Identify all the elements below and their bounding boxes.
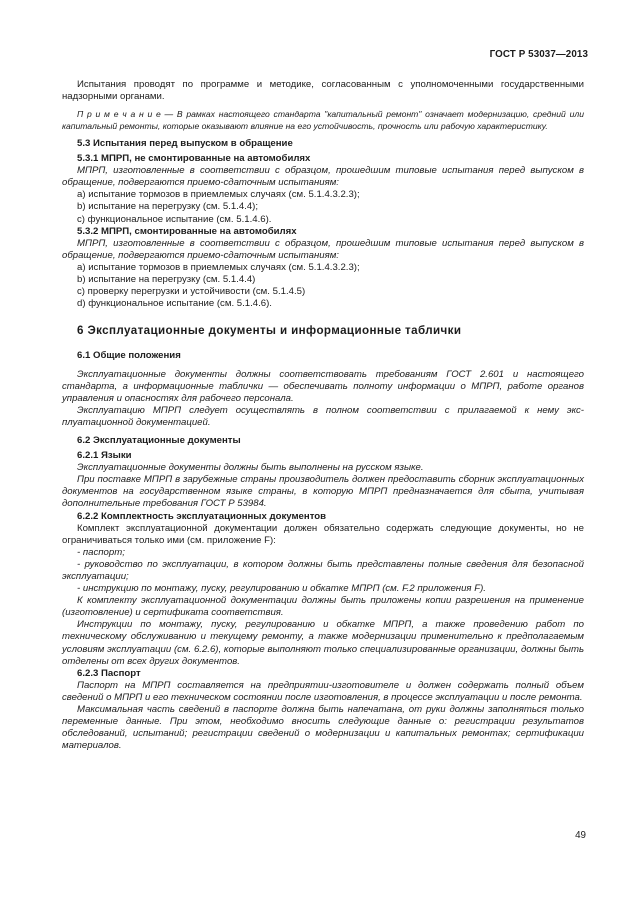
list-item: с) проверку перегрузки и устойчивости (см. 5.1.4.5) [77, 286, 306, 298]
paragraph-6-2-2-1: Комплект эксплуатационной документации должен обязательно содержать следующие документы, но не ограничиваться только ими (см. приложение F): [62, 522, 584, 546]
list-item: с) функциональное испытание (см. 5.1.4.6). [77, 213, 272, 225]
heading-5-3-1: 5.3.1 МПРП, не смонтированные на автомобилях [77, 153, 311, 165]
list-item: а) испытание тормозов в приемлемых случаях (см. 5.1.4.3.2.3); [77, 261, 360, 273]
list-item: - паспорт; [77, 546, 125, 558]
paragraph-5-3-2: МПРП, изготовленные в соответствии с образцом, прошедшим типовые испытания перед выпуском в обращение, подвергаются приемо-сдаточным испытаниям: [62, 237, 584, 261]
page-body [62, 79, 584, 752]
paragraph-6-1-2: Эксплуатацию МПРП следует осуществлять в полном соответствии с прилагаемой к нему эксплуатационной документацией. [62, 404, 584, 428]
list-item: а) испытание тормозов в приемлемых случаях (см. 5.1.4.3.2.3); [77, 189, 360, 201]
paragraph-tests: Испытания проводят по программе и методике, согласованным с уполномоченными государственными надзорными органами. [62, 79, 584, 103]
paragraph-6-2-2-3: Инструкции по монтажу, пуску, регулированию и обкатке МПРП, а также проведению работ по техническому обслуживанию и текущему ремонту, а также модернизации применительно к предполагаемым условиям эксплуатации (см. 6.2.6), которые выполняют только специализированные организации, должны быть отделены от всех других документов. [62, 619, 584, 667]
list-item: b) испытание на перегрузку (см. 5.1.4.4) [77, 274, 256, 286]
paragraph-6-2-1-2: При поставке МПРП в зарубежные страны производитель должен предоставить сборник эксплуатационных документов на государственном языке страны, в которую МПРП предназначается для сбыта, учитывая дополнительные требования ГОСТ Р 53984. [62, 474, 584, 510]
standard-code-header: ГОСТ Р 53037—2013 [489, 49, 588, 60]
heading-5-3-2: 5.3.2 МПРП, смонтированные на автомобилях [77, 225, 297, 237]
paragraph-6-1-1: Эксплуатационные документы должны соответствовать требованиям ГОСТ 2.601 и настоящего стандарта, а информационные таблички — обеспечивать полноту информации о МПРП, работе органов управления и опасностях для рабочего персонала. [62, 368, 584, 404]
paragraph-6-2-3-1: Паспорт на МПРП составляется на предприятии-изготовителе и должен содержать полный объем сведений о МПРП и его техническом состоянии после изготовления, в процессе эксплуатации и после ремонта. [62, 679, 584, 703]
paragraph-6-2-3-2: Максимальная часть сведений в паспорте должна быть напечатана, от руки должны заполняться только переменные данные. При этом, необходимо вносить следующие данные о: регистрации результатов обследований, испытаний; регистрации сведений о модернизации и капитальных ремонтах; сертификации материалов. [62, 704, 584, 752]
heading-6-2-2: 6.2.2 Комплектность эксплуатационных документов [77, 510, 327, 522]
list-item: - инструкцию по монтажу, пуску, регулированию и обкатке МПРП (см. F.2 приложения F). [77, 583, 486, 595]
paragraph-6-2-1-1: Эксплуатационные документы должны быть выполнены на русском языке. [77, 462, 424, 474]
note-capital-repair: П р и м е ч а н и е — В рамках настоящего стандарта "капитальный ремонт" означает модернизацию, средний или капитальный ремонты, которые оказывают влияние на его устойчивость, прочность или рабочую характеристику. [62, 109, 584, 131]
list-item: d) функциональное испытание (см. 5.1.4.6). [77, 298, 272, 310]
paragraph-5-3-1: МПРП, изготовленные в соответствии с образцом, прошедшим типовые испытания перед выпуском в обращение, подвергаются приемо-сдаточным испытаниям: [62, 165, 584, 189]
heading-6-2-3: 6.2.3 Паспорт [77, 667, 141, 679]
heading-5-3: 5.3 Испытания перед выпуском в обращение [77, 138, 293, 149]
list-item: - руководство по эксплуатации, в котором должны быть представлены полные сведения для безопасной эксплуатации; [62, 558, 584, 582]
heading-section-6: 6 Эксплуатационные документы и информационные таблички [77, 324, 462, 338]
list-item: b) испытание на перегрузку (см. 5.1.4.4); [77, 201, 259, 213]
page-number: 49 [575, 830, 586, 841]
paragraph-6-2-2-2: К комплекту эксплуатационной документации должны быть приложены копии разрешения на применение (изготовление) и сертификата соответствия. [62, 595, 584, 619]
heading-6-1: 6.1 Общие положения [77, 350, 181, 362]
heading-6-2-1: 6.2.1 Языки [77, 450, 132, 462]
heading-6-2: 6.2 Эксплуатационные документы [77, 434, 241, 446]
